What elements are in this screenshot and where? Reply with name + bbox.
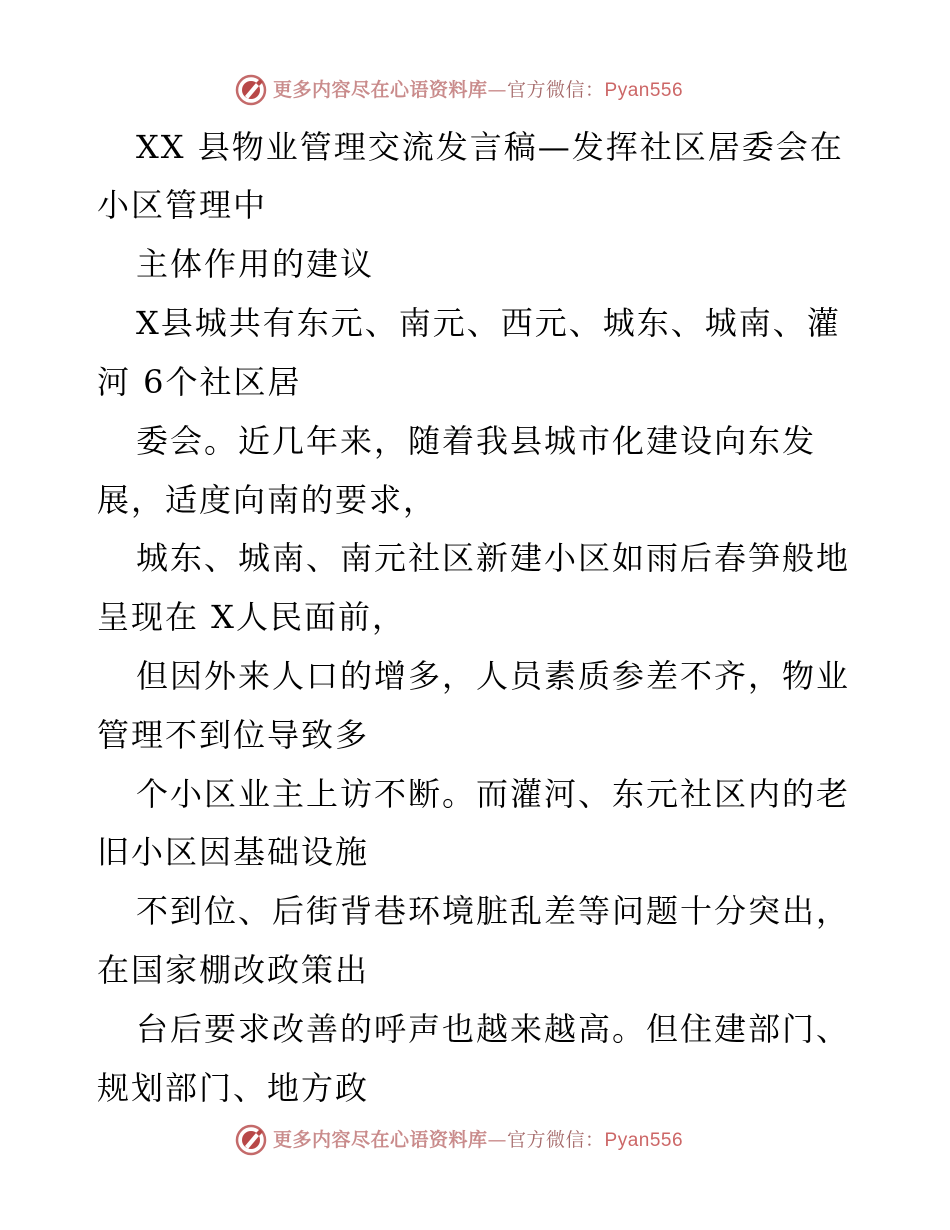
footer-banner	[0, 1121, 950, 1161]
paragraph-line: 不到位、后街背巷环境脏乱差等问题十分突出，	[136, 892, 851, 930]
banner-text	[273, 78, 683, 103]
paragraph-line: 管理不到位导致多	[97, 716, 370, 754]
header-banner	[0, 71, 950, 111]
banner-text	[273, 1128, 683, 1153]
paragraph-line: 展，适度向南的要求，	[97, 481, 438, 519]
paragraph-line: 在国家棚改政策出	[97, 951, 370, 989]
paragraph-line: 城东、城南、南元社区新建小区如雨后春笋般地	[136, 539, 851, 577]
banner-dash: —	[487, 1129, 508, 1151]
paragraph-line: 但因外来人口的增多，人员素质参差不齐，物业	[136, 657, 851, 695]
banner-wechat-label: 官方微信：	[507, 1129, 605, 1151]
pen-nib-logo-icon	[234, 1123, 268, 1157]
document-subtitle-line: 主体作用的建议	[136, 245, 375, 283]
pen-nib-logo-icon	[234, 73, 268, 107]
banner-wechat-label: 官方微信：	[507, 79, 605, 101]
document-title-line: 小区管理中	[97, 186, 268, 224]
banner-wechat-id: Pyan556	[604, 80, 684, 101]
paragraph-line: 呈现在 X人民面前，	[97, 598, 406, 636]
paragraph-line: 委会。近几年来，随着我县城市化建设向东发	[136, 422, 817, 460]
banner-dash: —	[487, 79, 508, 101]
banner-main-text: 更多内容尽在心语资料库	[273, 79, 488, 101]
paragraph-line: X县城共有东元、南元、西元、城东、城南、灌	[136, 304, 841, 342]
banner-main-text: 更多内容尽在心语资料库	[273, 1129, 488, 1151]
paragraph-line: 个小区业主上访不断。而灌河、东元社区内的老	[136, 775, 851, 813]
paragraph-line: 旧小区因基础设施	[97, 833, 370, 871]
document-title-line: XX 县物业管理交流发言稿—发挥社区居委会在	[136, 128, 844, 166]
banner-wechat-id: Pyan556	[604, 1130, 684, 1151]
paragraph-line: 台后要求改善的呼声也越来越高。但住建部门、	[136, 1010, 851, 1048]
paragraph-line: 规划部门、地方政	[97, 1069, 370, 1107]
paragraph-line: 河 6个社区居	[97, 363, 302, 401]
